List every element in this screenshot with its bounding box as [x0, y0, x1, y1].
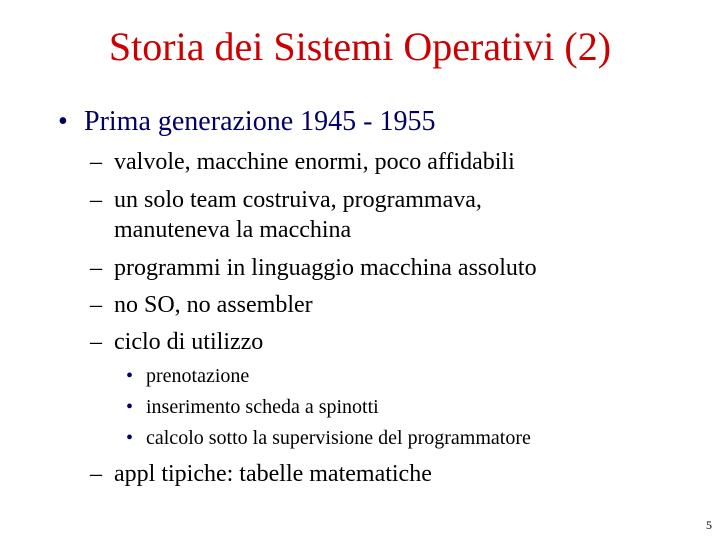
- sub-item-text: un solo team costruiva, programmava,: [114, 187, 482, 213]
- dash-icon: –: [90, 255, 102, 281]
- sub-item-continuation-text: manuteneva la macchina: [114, 217, 352, 243]
- dash-icon: –: [90, 292, 102, 318]
- bullet-icon: •: [58, 106, 68, 137]
- sub-item-text: ciclo di utilizzo: [114, 329, 264, 355]
- sub-item-text: programmi in linguaggio macchina assoluto: [114, 255, 537, 281]
- sub-item-text: no SO, no assembler: [114, 292, 313, 318]
- sub-sub-item-text: calcolo sotto la supervisione del programmatore: [146, 427, 531, 449]
- sub-sub-item-text: inserimento scheda a spinotti: [146, 396, 379, 418]
- dash-icon: –: [90, 187, 102, 213]
- dash-icon: –: [90, 329, 102, 355]
- bullet-icon: •: [126, 396, 134, 418]
- sub-item-text: appl tipiche: tabelle matematiche: [114, 461, 432, 487]
- sub-item-text: valvole, macchine enormi, poco affidabili: [114, 149, 515, 175]
- bullet-icon: •: [126, 365, 134, 387]
- sub-sub-item-text: prenotazione: [146, 365, 250, 387]
- slide-title: Storia dei Sistemi Operativi (2): [108, 24, 612, 69]
- main-bullet-text: Prima generazione 1945 - 1955: [84, 106, 436, 137]
- bullet-icon: •: [126, 427, 134, 449]
- dash-icon: –: [90, 149, 102, 175]
- page-number: 5: [706, 518, 712, 532]
- dash-icon: –: [90, 461, 102, 487]
